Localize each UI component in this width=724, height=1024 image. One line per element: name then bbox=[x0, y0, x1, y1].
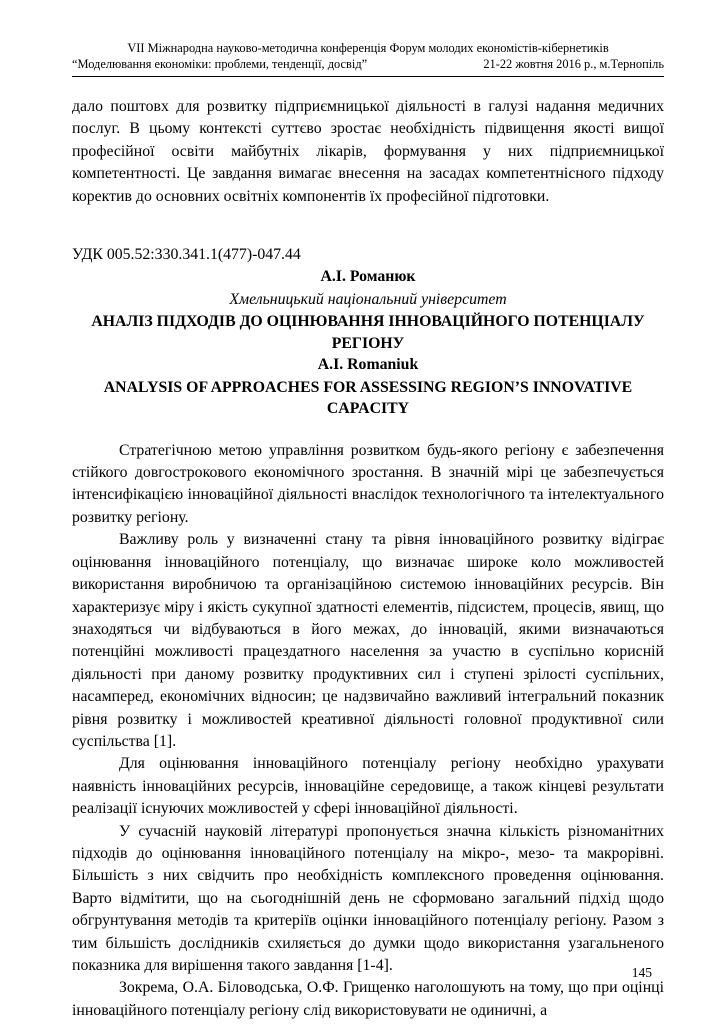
body-paragraph: Важливу роль у визначенні стану та рівня інноваційного розвитку відіграє оцінювання інноваційного потенціалу, що визначає широке коло можливостей використання виробничою та організаційною системою інноваційних ресурсів. Він характеризує міру і якість сукупної здатності елементів, підсистем, процесів, явищ, що знаходяться чи відбуваються в його межах, до інновацій, якими визначаються потенційні можливості працездатного населення за участю в суспільно корисній діяльності при даному розвитку продуктивних сил і ступені зрілості суспільних, насамперед, економічних відносин; це надзвичайно важливий інтегральний показник рівня розвитку і можливостей креативної діяльності головної продуктивної сили суспільства [1]. bbox=[72, 531, 664, 750]
conference-subtitle bbox=[72, 56, 664, 72]
page-number: 145 bbox=[631, 965, 652, 980]
author-en: A.I. Romaniuk bbox=[317, 356, 419, 374]
body-paragraph: Зокрема, О.А. Біловодська, О.Ф. Грищенко наголошують на тому, що при оцінці інноваційного потенціалу регіону слід використовувати не одиничні, а bbox=[72, 979, 664, 1019]
running-header bbox=[72, 40, 664, 72]
article-title-ua: АНАЛІЗ ПІДХОДІВ ДО ОЦІНЮВАННЯ ІННОВАЦІЙНОГО ПОТЕНЦІАЛУ РЕГІОНУ bbox=[91, 313, 645, 352]
udc-code: УДК 005.52:330.341.1(477)-047.44 bbox=[72, 246, 301, 264]
conference-date-place: 21-22 жовтня 2016 р., м.Тернопіль bbox=[483, 57, 664, 71]
page-body bbox=[72, 96, 664, 1022]
article-title-en: ANALYSIS OF APPROACHES FOR ASSESSING REGION’S INNOVATIVE CAPACITY bbox=[103, 378, 633, 418]
author-ua: А.І. Романюк bbox=[320, 268, 416, 286]
conference-theme: “Моделювання економіки: проблеми, тенденції, досвід” bbox=[72, 57, 368, 71]
conference-title: VII Міжнародна науково-методична конференція Форум молодих економістів-кібернетиків bbox=[127, 41, 609, 55]
affiliation: Хмельницький національний університет bbox=[229, 290, 507, 308]
body-paragraph: Стратегічною метою управління розвитком будь-якого регіону є забезпечення стійкого довгострокового економічного зростання. В значній мірі це забезпечується інтенсифікацією інноваційної діяльності внаслідок технологічного та інтелектуального розвитку регіону. bbox=[72, 441, 664, 526]
header-divider bbox=[72, 76, 664, 77]
title-spacer bbox=[72, 420, 664, 440]
body-paragraph: Для оцінювання інноваційного потенціалу регіону необхідно урахувати наявність інноваційних ресурсів, інноваційне середовище, а також кінцеві результати реалізації існуючих можливостей у сфері інноваційної діяльності. bbox=[72, 755, 664, 818]
intro-paragraph: дало поштовх для розвитку підприємницької діяльності в галузі надання медичних послуг. В цьому контексті суттєво зростає необхідність підвищення якості вищої професійної освіти майбутніх лікарів, формування у них підприємницької компетентності. Це завдання вимагає внесення на засадах компетентнісного підходу коректив до основних освітніх компонентів їх професійної підготовки. bbox=[72, 98, 664, 205]
body-paragraph: У сучасній науковій літературі пропонується значна кількість різноманітних підходів до оцінювання інноваційного потенціалу на мікро-, мезо- та макрорівні. Більшість з них свідчить про необхідність комплексного проведення оцінювання. Варто відмітити, що на сьогоднішній день не сформовано загальний підхід щодо обгрунтування методів та критеріїв оцінки інноваційного потенціалу регіону. Разом з тим більшість дослідників схиляється до думки щодо використання узагальненого показника для вирішення такого завдання [1-4]. bbox=[72, 822, 664, 974]
